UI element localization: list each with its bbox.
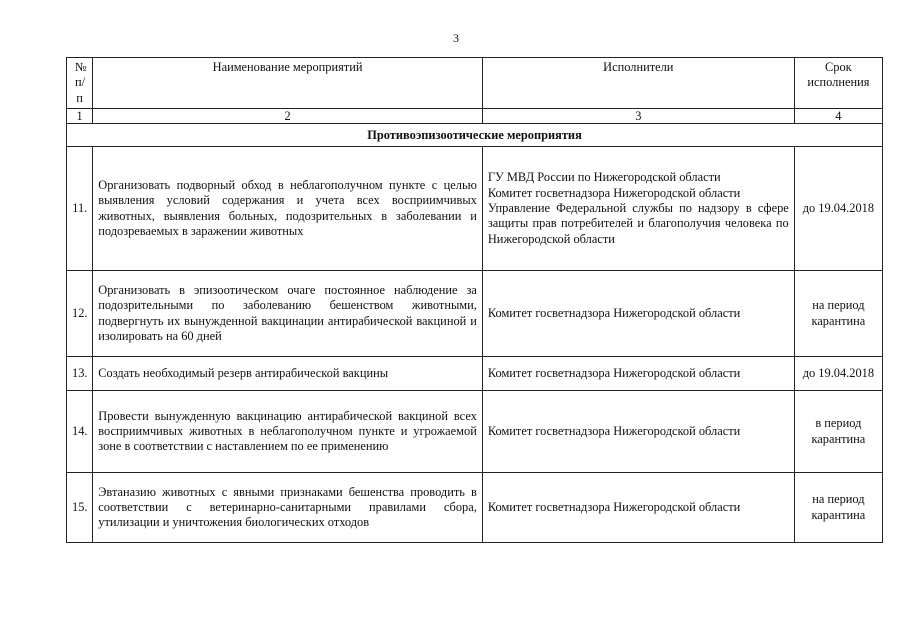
section-title: Противоэпизоотические мероприятия [67, 124, 883, 147]
action-text: Эвтаназию животных с явными признаками бешенства проводить в соответствии с ветеринарно-санитарными правилами сбора, утилизации и уничтожения биологических отходов [93, 473, 483, 543]
row-number: 15. [67, 473, 93, 543]
executor-item: Управление Федеральной службы по надзору в сфере защиты прав потребителей и благополучия человека по Нижегородской области [487, 201, 789, 246]
table-row [67, 147, 883, 271]
header-num: № п/п [67, 58, 93, 109]
row-number: 12. [67, 271, 93, 357]
action-text: Провести вынужденную вакцинацию антирабической вакциной всех восприимчивых животных в неблагополучном пункте и угрожаемой зоне в соответствии с наставлением по ее применению [93, 391, 483, 473]
term-cell: на период карантина [794, 473, 882, 543]
row-number: 14. [67, 391, 93, 473]
term-cell: до 19.04.2018 [794, 357, 882, 391]
index-cell-4: 4 [794, 109, 882, 124]
row-number: 13. [67, 357, 93, 391]
page-number: 3 [453, 31, 459, 45]
table-row [67, 473, 883, 543]
term-cell: до 19.04.2018 [794, 147, 882, 271]
measures-table [66, 57, 883, 543]
index-cell-2: 2 [93, 109, 483, 124]
executors-cell [482, 147, 794, 271]
executor-item: Комитет госветнадзора Нижегородской области [487, 185, 741, 200]
index-cell-1: 1 [67, 109, 93, 124]
term-cell: в период карантина [794, 391, 882, 473]
executors-cell [482, 357, 794, 391]
header-executors: Исполнители [482, 58, 794, 109]
header-name: Наименование мероприятий [93, 58, 483, 109]
header-term: Срок исполнения [794, 58, 882, 109]
table-row [67, 357, 883, 391]
executor-item: Комитет госветнадзора Нижегородской области [487, 500, 741, 515]
executors-cell [482, 271, 794, 357]
table-row [67, 271, 883, 357]
action-text: Создать необходимый резерв антирабической вакцины [93, 357, 483, 391]
row-number: 11. [67, 147, 93, 271]
executor-item: Комитет госветнадзора Нижегородской области [487, 366, 741, 381]
term-cell: на период карантина [794, 271, 882, 357]
table-row [67, 391, 883, 473]
executor-item: Комитет госветнадзора Нижегородской области [487, 424, 741, 439]
executors-cell [482, 473, 794, 543]
action-text: Организовать подворный обход в неблагополучном пункте с целью выявления условий содержания и учета всех восприимчивых животных, выявления больных, подозрительных в заболевании и подозреваемых в заражении животных [93, 147, 483, 271]
index-cell-3: 3 [482, 109, 794, 124]
executor-item: Комитет госветнадзора Нижегородской области [487, 306, 741, 321]
executors-cell [482, 391, 794, 473]
executor-item: ГУ МВД России по Нижегородской области [487, 170, 721, 185]
action-text: Организовать в эпизоотическом очаге постоянное наблюдение за подозрительными по заболеванию бешенством животными, подвергнуть их вынужденной вакцинации антирабической вакциной и изолировать на 60 дней [93, 271, 483, 357]
